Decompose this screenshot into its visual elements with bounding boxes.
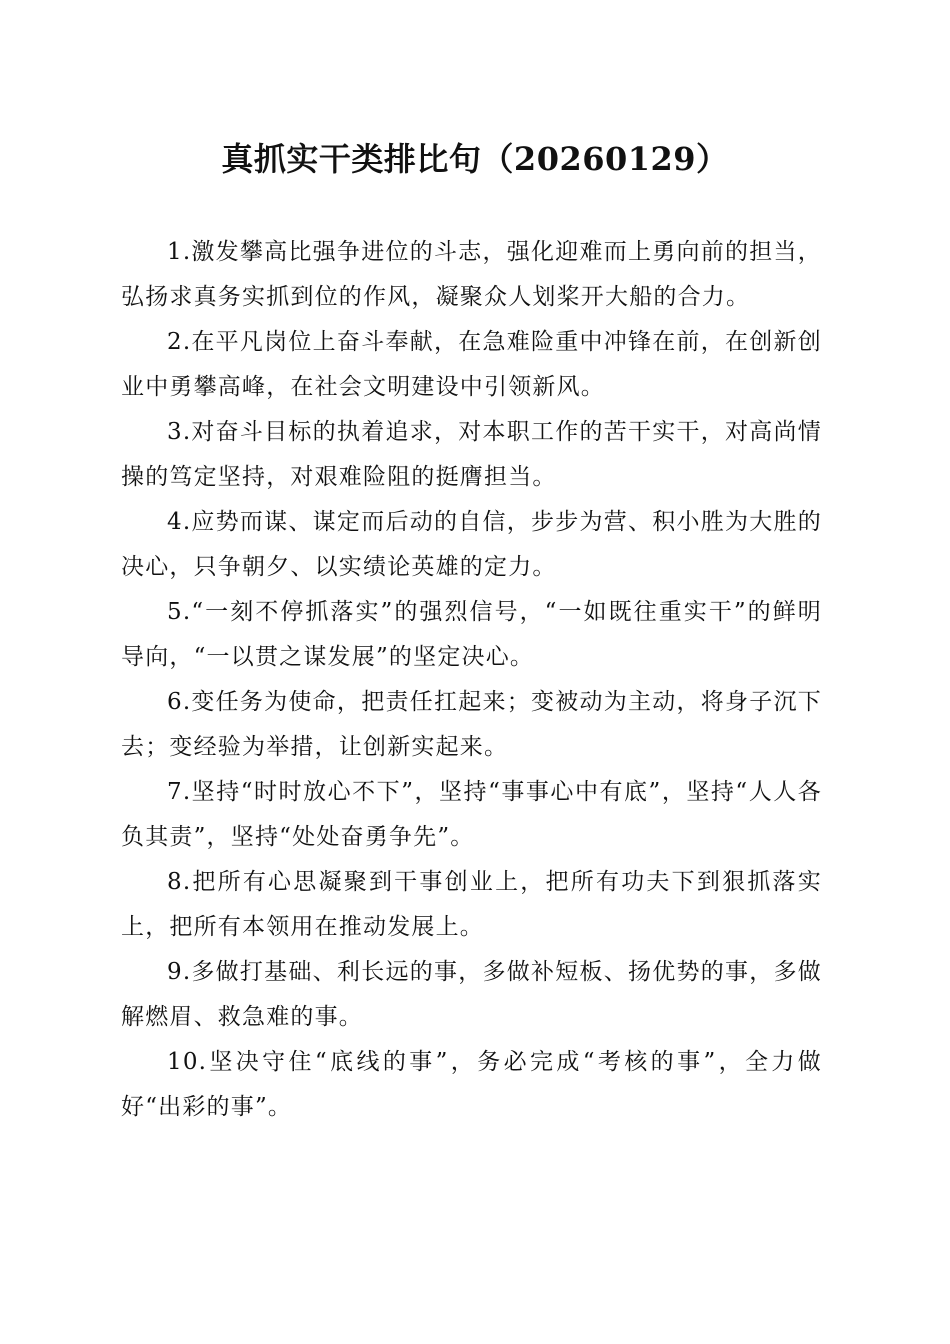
paragraph-9: 9.多做打基础、利长远的事，多做补短板、扬优势的事，多做解燃眉、救急难的事。: [121, 959, 822, 1030]
paragraph-7: 7.坚持“时时放心不下”，坚持“事事心中有底”，坚持“人人各负其责”，坚持“处处奋勇争先”。: [121, 779, 822, 850]
paragraph-10: 10.坚决守住“底线的事”，务必完成“考核的事”，全力做好“出彩的事”。: [121, 1049, 822, 1120]
paragraph-6: 6.变任务为使命，把责任扛起来；变被动为主动，将身子沉下去；变经验为举措，让创新实起来。: [121, 689, 822, 760]
paragraph-2: 2.在平凡岗位上奋斗奉献，在急难险重中冲锋在前，在创新创业中勇攀高峰，在社会文明建设中引领新风。: [121, 329, 822, 400]
document-title: 真抓实干类排比句（20260129）: [221, 140, 729, 178]
paragraph-3: 3.对奋斗目标的执着追求，对本职工作的苦干实干，对高尚情操的笃定坚持，对艰难险阻的挺膺担当。: [121, 419, 822, 490]
paragraph-5: 5.“一刻不停抓落实”的强烈信号，“一如既往重实干”的鲜明导向，“一以贯之谋发展”的坚定决心。: [121, 599, 822, 670]
paragraph-1: 1.激发攀高比强争进位的斗志，强化迎难而上勇向前的担当，弘扬求真务实抓到位的作风，凝聚众人划桨开大船的合力。: [121, 239, 822, 310]
paragraph-4: 4.应势而谋、谋定而后动的自信，步步为营、积小胜为大胜的决心，只争朝夕、以实绩论英雄的定力。: [121, 509, 822, 580]
paragraph-8: 8.把所有心思凝聚到干事创业上，把所有功夫下到狠抓落实上，把所有本领用在推动发展上。: [121, 869, 822, 940]
document-body: [121, 230, 822, 1130]
